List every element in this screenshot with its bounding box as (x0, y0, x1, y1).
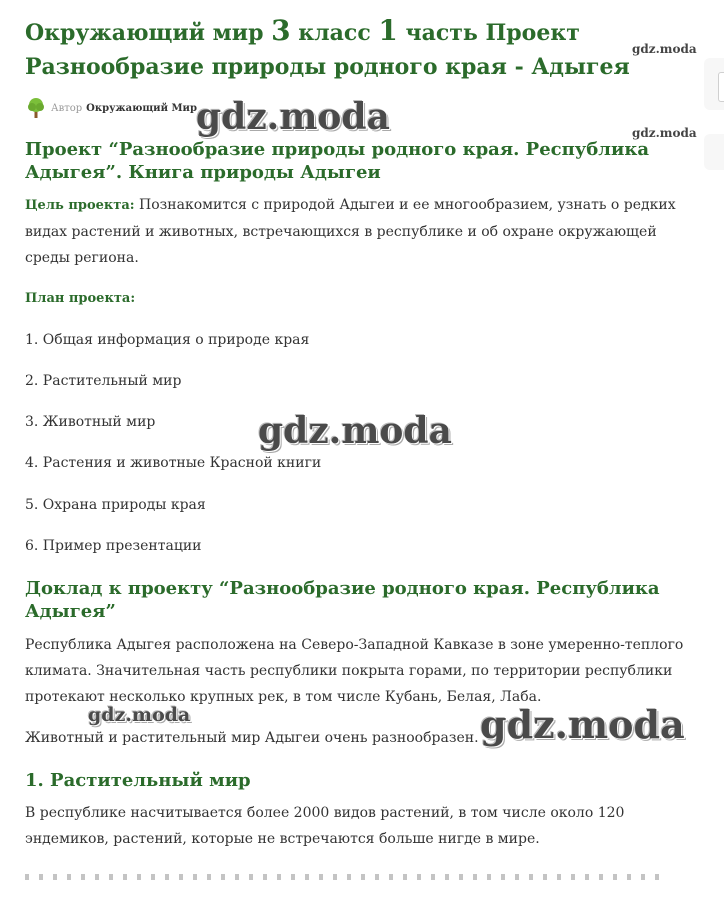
watermark-small: gdz.moda (632, 42, 697, 56)
section-heading-plants: 1. Растительный мир (25, 770, 251, 791)
watermark-large: gdz.moda (258, 410, 452, 452)
sidebar-input[interactable] (718, 72, 724, 102)
goal-paragraph (25, 192, 685, 271)
page-title (25, 14, 645, 84)
watermark-large: gdz.moda (480, 702, 685, 747)
author-link[interactable]: Окружающий Мир (86, 102, 197, 114)
plan-item: 2. Растительный мир (25, 373, 182, 389)
title-part-2: класс (290, 20, 379, 46)
title-part-1: Окружающий мир (25, 20, 272, 46)
title-part-number: 1 (378, 14, 398, 47)
plan-item: 6. Пример презентации (25, 538, 202, 554)
plan-item: 1. Общая информация о природе края (25, 332, 310, 348)
report-heading: Доклад к проекту “Разнообразие родного края. Республика Адыгея” (25, 578, 660, 622)
cut-off-text-line (25, 874, 665, 880)
report-paragraph-1: Республика Адыгея расположена на Северо-Западной Кавказе в зоне умеренно-теплого климата. Значительная часть республики покрыта горами, по территории республики протекают несколько крупных рек, в том числе Кубань, Белая, Лаба. (25, 637, 684, 705)
plants-paragraph-1: В республике насчитывается более 2000 видов растений, в том числе около 120 эндемиков, растений, которые не встречаются больше нигде в мире. (25, 805, 625, 847)
watermark-large: gdz.moda (196, 96, 390, 138)
author-line (25, 97, 197, 119)
plan-item: 5. Охрана природы края (25, 497, 206, 513)
title-part-3: часть Проект Разнообразие природы родного края - Адыгея (25, 20, 630, 80)
goal-text: Познакомится с природой Адыгеи и ее многообразием, узнать о редких видах растений и животных, встречающихся в республике и об охране окружающей среды региона. (25, 197, 676, 266)
plan-item: 4. Растения и животные Красной книги (25, 455, 322, 471)
author-label: Автор (51, 102, 83, 114)
project-heading: Проект “Разнообразие природы родного края. Республика Адыгея”. Книга природы Адыгеи (25, 139, 650, 183)
watermark-medium: gdz.moda (88, 704, 191, 726)
report-paragraph-2: Животный и растительный мир Адыгеи очень разнообразен. (25, 730, 479, 746)
title-grade-number: 3 (271, 14, 291, 47)
watermark-small: gdz.moda (632, 126, 697, 140)
plan-item: 3. Животный мир (25, 414, 156, 430)
sidebar-widget[interactable] (704, 58, 724, 110)
tree-icon (25, 97, 47, 119)
sidebar-widget-2 (704, 134, 724, 170)
goal-label: Цель проекта: (25, 198, 135, 213)
plan-label: План проекта: (25, 291, 136, 306)
